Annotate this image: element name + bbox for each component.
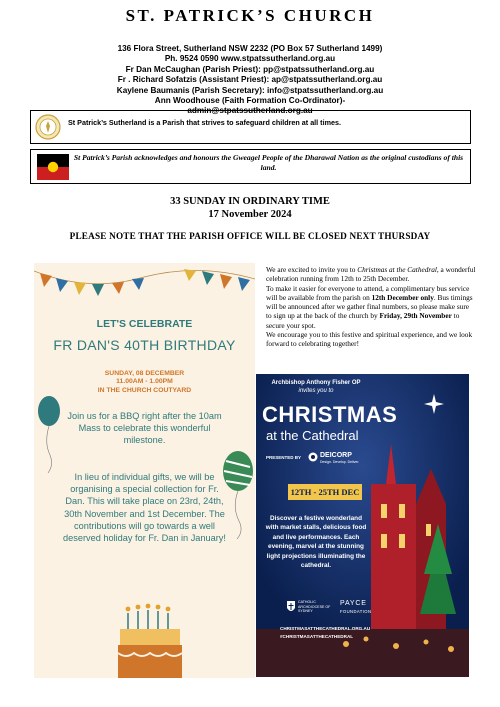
birthday-title: FR DAN'S 40TH BIRTHDAY [53,337,236,353]
poster-description: Discover a festive wonderland with market stalls, delicious food and live performances. Each evening, marvel at the stunning light projections illuminating the cathedral. [265,515,367,570]
signup-deadline: Friday, 29th November [379,311,452,321]
poster-dates: 12TH - 25TH DEC [290,487,360,497]
liturgical-heading [0,196,500,221]
bus-p2a: To make it easier for everyone to attend, a complimentary bus service will be available from the parish on [266,283,470,302]
safeguarding-box [30,110,471,144]
contact-assistant-priest: Fr . Richard Sofatzis (Assistant Priest): ap@stpatssutherland.org.au [117,75,383,85]
christmas-cathedral-poster [256,374,469,677]
birthday-flyer [34,263,255,678]
acknowledgement-box [30,149,471,184]
poster-invite-line1: Archbishop Anthony Fisher OP [271,380,361,386]
poster-subtitle: at the Cathedral [266,428,359,443]
archdiocese-crest-icon [286,600,296,614]
poster-dates-badge [288,484,362,500]
birthday-bbq-text: Join us for a BBQ right after the 10am Mass to celebrate this wonderful milestone. [67,411,222,446]
birthday-date: SUNDAY, 08 DECEMBER [104,370,185,377]
poster-hashtag: #CHRISTMASATTHECATHEDRAL [280,634,354,639]
liturgical-date: 17 November 2024 [208,208,292,220]
christmas-invitation-text [266,265,476,349]
deicorp-logo-icon [308,452,318,462]
poster-url: CHRISTMASATTHECATHEDRAL.ORG.AU [280,626,371,631]
christmas-paragraph [266,265,476,284]
contact-block [60,44,440,117]
contact-faith-formation: Ann Woodhouse (Faith Formation Co-Ordinator)- [154,96,346,106]
birthday-gifts-text: In lieu of individual gifts, we will be organising a special collection for Fr. Dan. This will take place on 23rd, 24th, 30th November and 1st December. The contributions will go towards a well deserved holiday for Fr. Dan in January! [63,472,226,544]
acknowledgement-text: St Patrick’s Parish acknowledges and honours the Gweagel People of the Dharawal Nation as the original custodians of this land. [73,153,464,172]
christmas-p1b: , a wonderful celebration running from 12th to 25th December. [266,265,476,284]
christmas-event-name: Christmas at the Cathedral [357,265,437,274]
office-closed-notice: PLEASE NOTE THAT THE PARISH OFFICE WILL BE CLOSED NEXT THURSDAY [69,231,431,241]
page-title: ST. PATRICK’S CHURCH [125,6,375,25]
poster-payce: PAYCE [340,600,367,607]
bus-date: 12th December only [371,292,434,302]
birthday-cake-icon [116,601,186,678]
bus-p2c: to secure your spot. [266,311,460,330]
poster-title: CHRISTMAS [262,402,398,427]
bunting-icon [34,263,255,323]
safeguarding-text: St Patrick’s Sutherland is a Parish that strives to safeguard children at all times. [68,118,341,127]
poster-presented-by: PRESENTED BY [266,455,302,460]
aboriginal-flag-icon [37,154,69,180]
contact-phone: Ph. 9524 0590 www.stpatssutherland.org.au [164,54,336,64]
safeguarding-seal-icon [35,114,61,140]
lets-celebrate-label: LET'S CELEBRATE [96,318,193,330]
poster-invite-line2: invites you to [298,388,334,394]
bus-p2b: . Bus timings will be announced after we gather final numbers, so please make sure to sign up at the back of the church by [266,292,473,321]
balloon-icon [36,393,64,473]
christmas-p1a: We are excited to invite you to [266,265,358,274]
contact-secretary: Kaylene Baumanis (Parish Secretary): info@stpatssutherland.org.au [116,85,384,95]
birthday-location: IN THE CHURCH COUTYARD [97,387,192,394]
contact-address: 136 Flora Street, Sutherland NSW 2232 (PO Box 57 Sutherland 1499) [117,44,383,53]
liturgical-sunday: 33 SUNDAY IN ORDINARY TIME [170,196,330,207]
bus-paragraph [266,284,476,330]
encourage-paragraph: We encourage you to this festive and spiritual experience, and we look forward to celebrating together! [266,330,473,349]
poster-archdiocese: CATHOLIC ARCHDIOCESE OF SYDNEY [298,600,331,614]
poster-sponsor: DEICORP [320,452,352,459]
contact-parish-priest: Fr Dan McCaughan (Parish Priest): pp@stpatssutherland.org.au [125,64,375,74]
poster-sponsor-tagline: Design. Develop. Deliver. [320,460,360,464]
birthday-time: 11.00AM - 1.00PM [116,378,173,385]
contact-admin-email: admin@stpatssutherland.org.au [187,106,313,116]
poster-foundation: FOUNDATION [340,609,372,614]
